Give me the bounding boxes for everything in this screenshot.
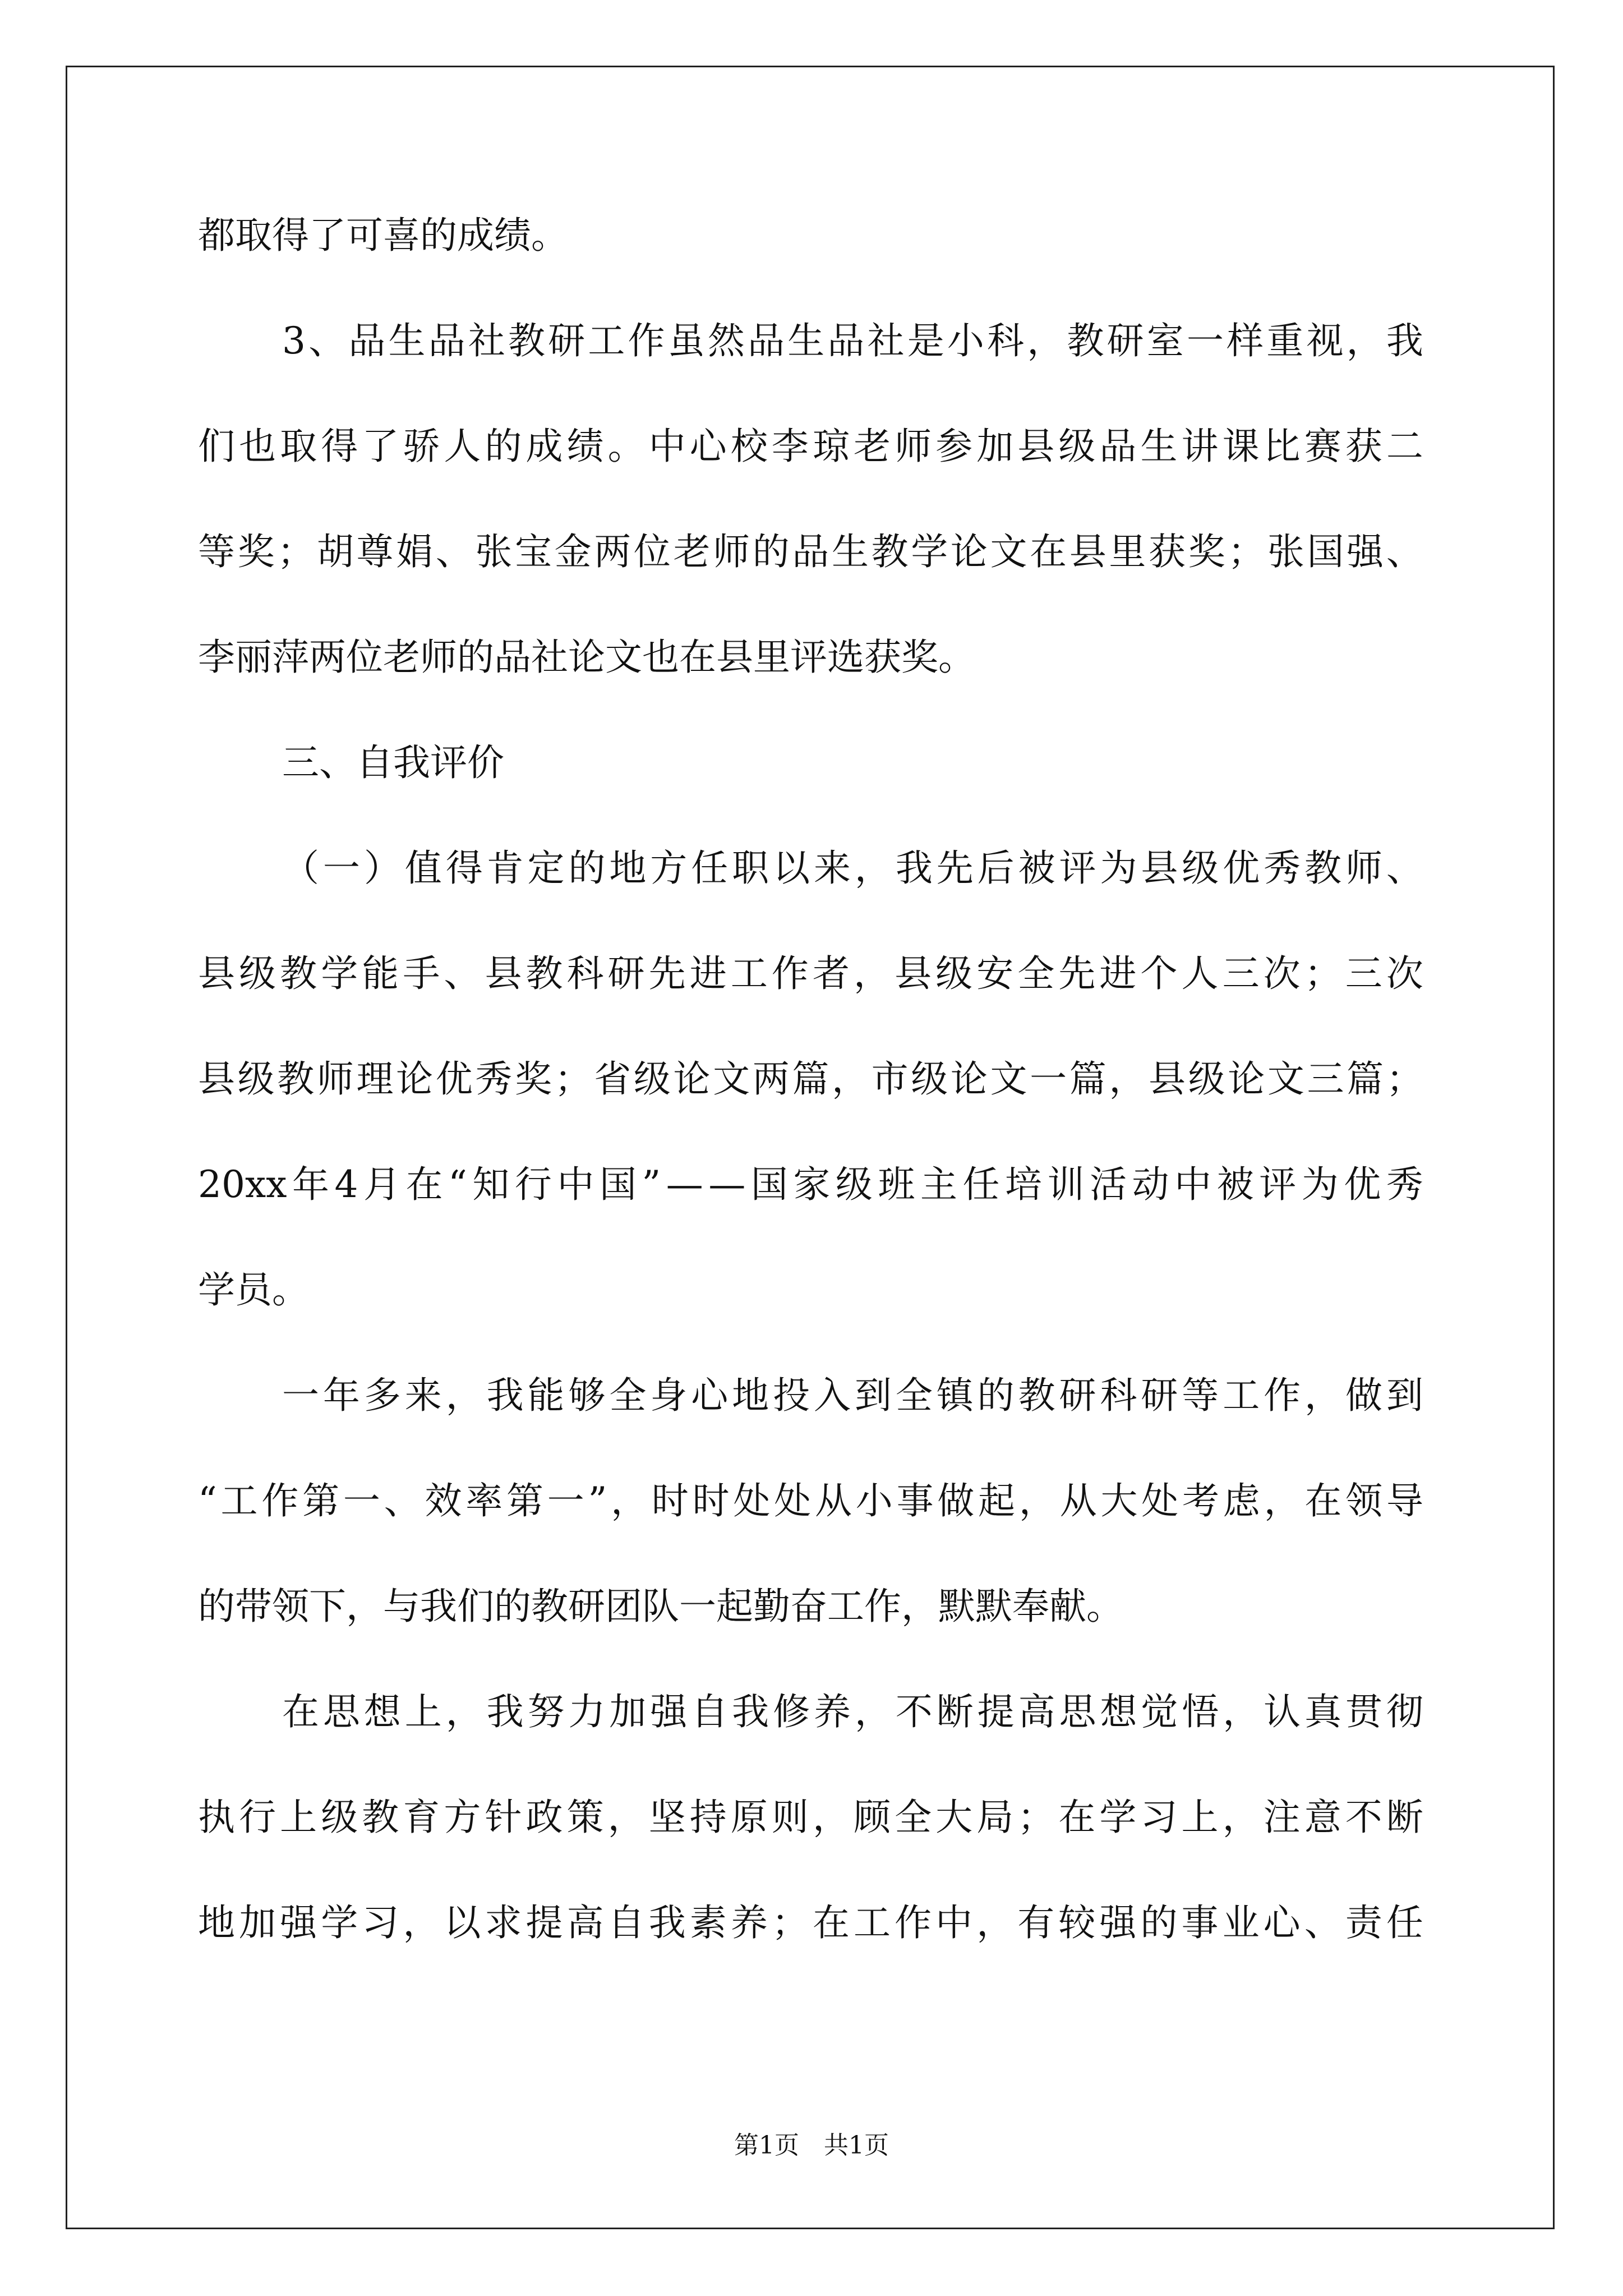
text-line: 李丽萍两位老师的品社论文也在县里评选获奖。 xyxy=(198,636,975,679)
text-line: 在 思 想 上 ， 我 努 力 加 强 自 我 修 养 ， 不 断 提 高 思 想 觉 悟 ， 认 真 贯 彻 xyxy=(282,1690,1423,1733)
text-line: 三、自我评价 xyxy=(282,741,504,784)
text-line: 3 、 品 生 品 社 教 研 工 作 虽 然 品 生 品 社 是 小 科 ， 教 研 室 一 样 重 视 ， 我 xyxy=(282,319,1423,362)
text-line: “ 工 作 第 一 、 效 率 第 一 ” ， 时 时 处 处 从 小 事 做 起 ， 从 大 处 考 虑 ， 在 领 导 xyxy=(198,1479,1423,1522)
text-line: 县 级 教 学 能 手 、 县 教 科 研 先 进 工 作 者 ， 县 级 安 全 先 进 个 人 三 次 ； 三 次 xyxy=(198,952,1423,995)
text-line: 执 行 上 级 教 育 方 针 政 策 ， 坚 持 原 则 ， 顾 全 大 局 ； 在 学 习 上 ， 注 意 不 断 xyxy=(198,1796,1423,1839)
text-line: （ 一 ） 值 得 肯 定 的 地 方 任 职 以 来 ， 我 先 后 被 评 为 县 级 优 秀 教 师 、 xyxy=(282,846,1423,890)
text-line: 都取得了可喜的成绩。 xyxy=(198,214,568,257)
page-footer: 第1页 共1页 xyxy=(734,2131,889,2160)
text-line: 等 奖 ； 胡 尊 娟 、 张 宝 金 两 位 老 师 的 品 生 教 学 论 文 在 县 里 获 奖 ； 张 国 强 、 xyxy=(198,530,1423,573)
text-line: 们 也 取 得 了 骄 人 的 成 绩 。 中 心 校 李 琼 老 师 参 加 县 级 品 生 讲 课 比 赛 获 二 xyxy=(198,425,1423,468)
text-line: 20xx 年 4 月 在 “ 知 行 中 国 ” — — 国 家 级 班 主 任 培 训 活 动 中 被 评 为 优 秀 xyxy=(198,1163,1423,1206)
text-line: 一 年 多 来 ， 我 能 够 全 身 心 地 投 入 到 全 镇 的 教 研 科 研 等 工 作 ， 做 到 xyxy=(282,1374,1423,1417)
text-line: 学员。 xyxy=(198,1268,309,1312)
text-line: 县 级 教 师 理 论 优 秀 奖 ； 省 级 论 文 两 篇 ， 市 级 论 文 一 篇 ， 县 级 论 文 三 篇 ； xyxy=(198,1057,1423,1101)
text-line: 的带领下，与我们的教研团队一起勤奋工作，默默奉献。 xyxy=(198,1585,1123,1628)
text-line: 地 加 强 学 习 ， 以 求 提 高 自 我 素 养 ； 在 工 作 中 ， 有 较 强 的 事 业 心 、 责 任 xyxy=(198,1901,1423,1944)
